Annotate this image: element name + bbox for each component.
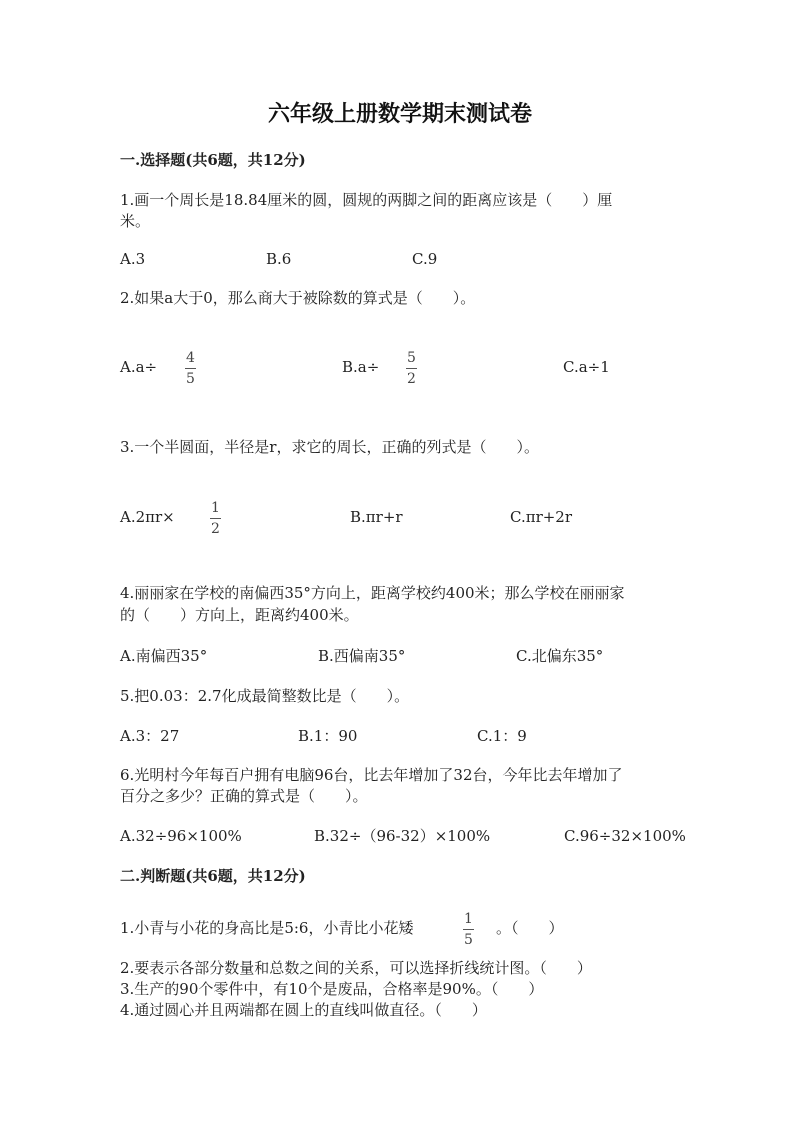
question-3-option-c: C.πr+2r bbox=[510, 508, 573, 526]
question-2-option-c: C.a÷1 bbox=[563, 358, 610, 376]
question-6-line-1: 6.光明村今年每百户拥有电脑96台，比去年增加了32台，今年比去年增加了 bbox=[120, 766, 623, 784]
question-4-option-b: B.西偏南35° bbox=[318, 647, 406, 665]
question-5-option-a: A.3：27 bbox=[120, 727, 180, 745]
fraction-numerator: 1 bbox=[464, 911, 473, 927]
question-3-option-a-fraction bbox=[210, 500, 221, 537]
fraction-bar bbox=[406, 368, 417, 369]
question-6-option-b: B.32÷（96-32）×100% bbox=[314, 827, 491, 845]
question-3-option-a: A.2πr× bbox=[120, 508, 175, 526]
judgement-2: 2.要表示各部分数量和总数之间的关系，可以选择折线统计图。（ ） bbox=[120, 959, 592, 977]
question-2-option-a: A.a÷ bbox=[120, 358, 158, 376]
question-4-line-2: 的（ ）方向上，距离约400米。 bbox=[120, 606, 359, 624]
question-2-option-b: B.a÷ bbox=[342, 358, 380, 376]
judgement-3: 3.生产的90个零件中，有10个是废品，合格率是90%。（ ） bbox=[120, 980, 544, 998]
fraction-denominator: 2 bbox=[407, 371, 416, 387]
question-2-option-a-fraction bbox=[185, 350, 196, 387]
fraction-denominator: 5 bbox=[464, 932, 473, 948]
question-1-option-c: C.9 bbox=[412, 250, 438, 268]
section-heading-judgement: 二.判断题(共6题，共12分) bbox=[120, 867, 306, 885]
page-title: 六年级上册数学期末测试卷 bbox=[267, 101, 532, 127]
judgement-4: 4.通过圆心并且两端都在圆上的直线叫做直径。（ ） bbox=[120, 1001, 487, 1019]
judgement-1-tail: 。（ ） bbox=[496, 919, 564, 937]
section-heading-choice: 一.选择题(共6题，共12分) bbox=[120, 151, 306, 169]
question-1-line-2: 米。 bbox=[120, 212, 151, 230]
fraction-bar bbox=[463, 929, 474, 930]
question-6-option-c: C.96÷32×100% bbox=[564, 827, 686, 845]
question-2-stem: 2.如果a大于0，那么商大于被除数的算式是（ ）。 bbox=[120, 289, 476, 307]
question-6-line-2: 百分之多少？正确的算式是（ ）。 bbox=[120, 787, 368, 805]
question-2-option-b-fraction bbox=[406, 350, 417, 387]
question-1-line-1: 1.画一个周长是18.84厘米的圆，圆规的两脚之间的距离应该是（ ）厘 bbox=[120, 191, 613, 209]
fraction-denominator: 5 bbox=[186, 371, 195, 387]
question-5-option-c: C.1：9 bbox=[477, 727, 527, 745]
fraction-numerator: 1 bbox=[211, 500, 220, 516]
judgement-1-stem: 1.小青与小花的身高比是5:6，小青比小花矮 bbox=[120, 919, 414, 937]
question-5-stem: 5.把0.03：2.7化成最简整数比是（ ）。 bbox=[120, 687, 410, 705]
fraction-numerator: 5 bbox=[407, 350, 416, 366]
fraction-denominator: 2 bbox=[211, 521, 220, 537]
question-6-option-a: A.32÷96×100% bbox=[120, 827, 242, 845]
question-3-option-b: B.πr+r bbox=[350, 508, 403, 526]
fraction-numerator: 4 bbox=[186, 350, 195, 366]
fraction-bar bbox=[185, 368, 196, 369]
question-5-option-b: B.1：90 bbox=[298, 727, 358, 745]
fraction-bar bbox=[210, 518, 221, 519]
question-4-option-c: C.北偏东35° bbox=[516, 647, 604, 665]
question-4-option-a: A.南偏西35° bbox=[120, 647, 208, 665]
question-1-option-a: A.3 bbox=[120, 250, 146, 268]
question-4-line-1: 4.丽丽家在学校的南偏西35°方向上，距离学校约400米；那么学校在丽丽家 bbox=[120, 584, 625, 602]
question-3-stem: 3.一个半圆面，半径是r，求它的周长，正确的列式是（ ）。 bbox=[120, 438, 539, 456]
judgement-1-fraction bbox=[463, 911, 474, 948]
question-1-option-b: B.6 bbox=[266, 250, 292, 268]
